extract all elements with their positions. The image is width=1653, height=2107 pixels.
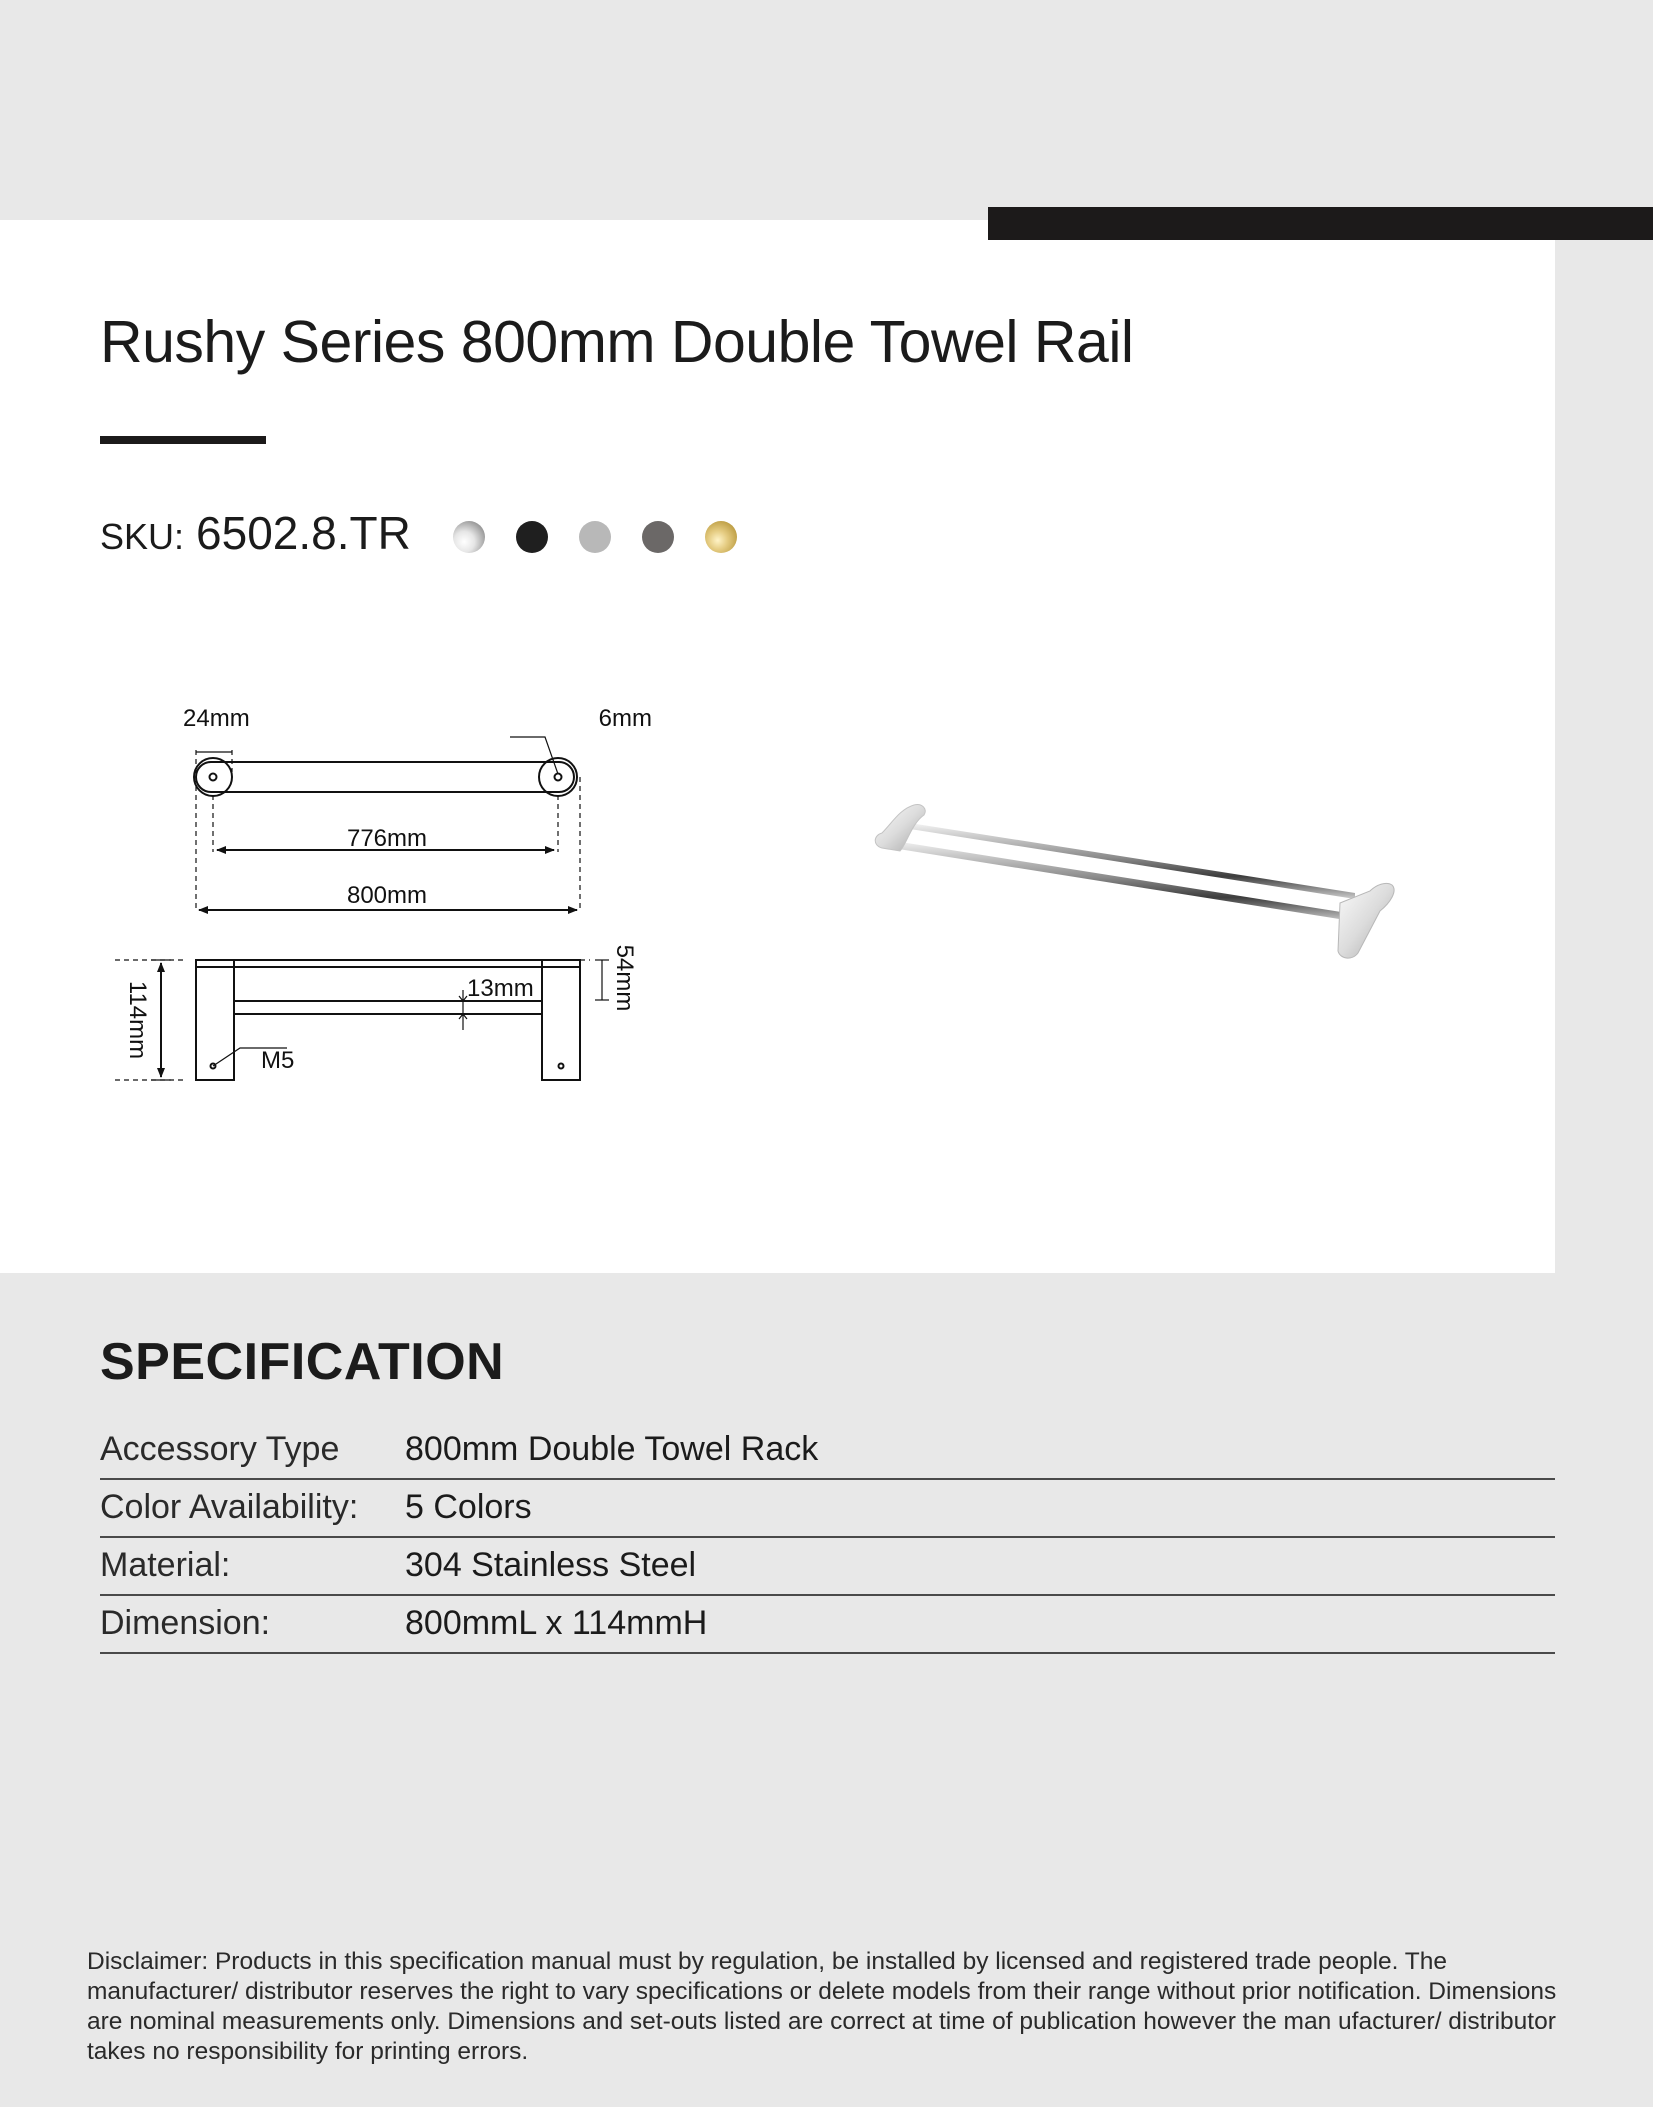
table-row bbox=[100, 1480, 1555, 1538]
header-accent-bar bbox=[988, 207, 1653, 240]
specification-heading: SPECIFICATION bbox=[100, 1333, 505, 1391]
product-image bbox=[870, 795, 1450, 975]
page-title: Rushy Series 800mm Double Towel Rail bbox=[100, 309, 1134, 375]
dim-13mm: 13mm bbox=[467, 975, 534, 1002]
spec-label: Dimension: bbox=[100, 1604, 271, 1642]
spec-value: 304 Stainless Steel bbox=[405, 1546, 697, 1584]
spec-label: Material: bbox=[100, 1546, 231, 1584]
technical-drawing bbox=[115, 690, 835, 1090]
dim-6mm: 6mm bbox=[598, 705, 652, 732]
swatch-brushed-nickel[interactable] bbox=[579, 521, 611, 553]
table-row bbox=[100, 1538, 1555, 1596]
table-row bbox=[100, 1422, 1555, 1480]
spec-value: 800mm Double Towel Rack bbox=[405, 1430, 819, 1468]
swatch-matte-black[interactable] bbox=[516, 521, 548, 553]
disclaimer-text: Disclaimer: Products in this specification manual must by regulation, be installed by licensed and registered trade people. The manufacturer/ distributor reserves the right to vary specifications or delete models from their range without prior notification. Dimensions are nominal measurements only. Dimensions and set-outs listed are correct at time of publication however the man ufacturer/ distributor takes no responsibility for printing errors. bbox=[87, 1947, 1557, 2065]
spec-value: 5 Colors bbox=[405, 1488, 532, 1526]
color-swatches bbox=[453, 521, 737, 553]
spec-label: Accessory Type bbox=[100, 1430, 340, 1468]
sku-line bbox=[100, 506, 411, 560]
dim-800mm: 800mm bbox=[346, 882, 428, 909]
swatch-chrome[interactable] bbox=[453, 521, 485, 553]
sku-value: 6502.8.TR bbox=[196, 507, 411, 559]
title-underline bbox=[100, 436, 266, 444]
dim-114mm: 114mm bbox=[124, 980, 151, 1060]
dim-776mm: 776mm bbox=[346, 825, 428, 852]
sku-label: SKU: bbox=[100, 516, 185, 557]
table-row bbox=[100, 1596, 1555, 1654]
label-m5: M5 bbox=[261, 1047, 295, 1074]
spec-value: 800mmL x 114mmH bbox=[405, 1604, 708, 1642]
dim-54mm: 54mm bbox=[611, 944, 638, 1012]
specification-table bbox=[100, 1422, 1555, 1654]
dim-24mm: 24mm bbox=[183, 705, 250, 732]
spec-label: Color Availability: bbox=[100, 1488, 359, 1526]
swatch-brushed-gold[interactable] bbox=[705, 521, 737, 553]
swatch-gunmetal[interactable] bbox=[642, 521, 674, 553]
